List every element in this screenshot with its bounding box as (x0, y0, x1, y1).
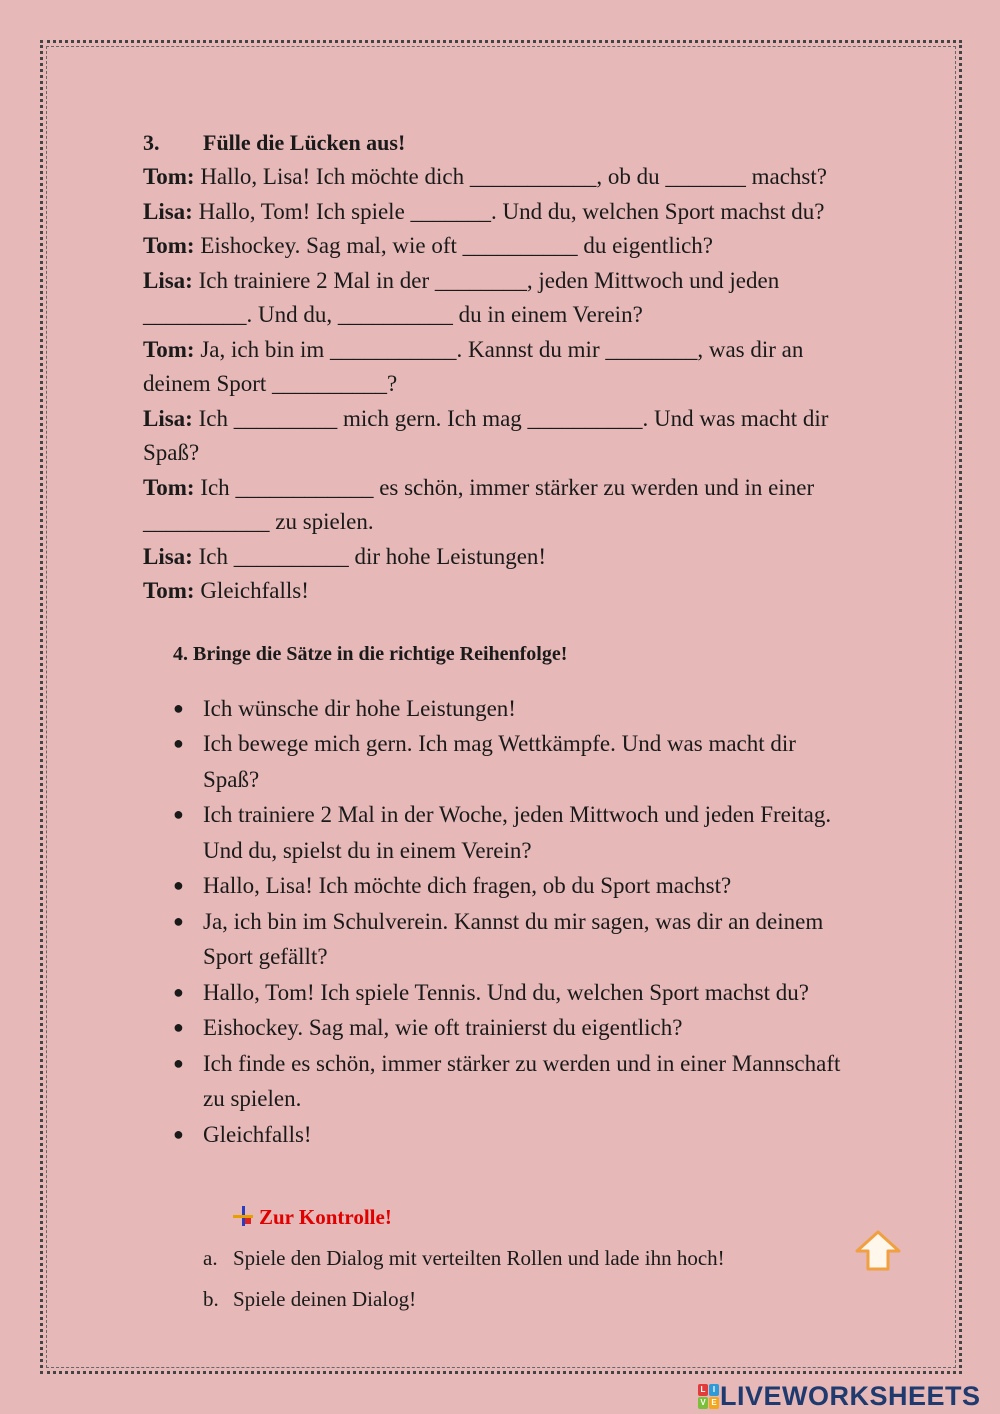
exercise-3-title: Fülle die Lücken aus! (203, 130, 406, 155)
gap-blank[interactable]: ___________ (330, 336, 457, 362)
speaker-name: Lisa: (143, 267, 193, 293)
dialog-line (143, 402, 933, 437)
gap-blank[interactable]: ___________ (469, 164, 597, 189)
gap-blank[interactable]: ____________ (235, 474, 374, 500)
list-item[interactable] (143, 975, 933, 1011)
exercise-4-heading: 4. Bringe die Sätze in die richtige Reihenfolge! (173, 642, 568, 665)
bullet-icon: ● (173, 1123, 184, 1144)
dialog-line (143, 195, 933, 230)
dialog-text: ? (387, 371, 398, 396)
gap-blank[interactable]: _______ (665, 164, 746, 189)
speaker-name: Tom: (143, 578, 195, 603)
speaker-name: Lisa: (143, 405, 193, 431)
liveworksheets-logo (698, 1381, 981, 1411)
sentence-text: Ich finde es schön, immer stärker zu werden und in einer Mannschaft (203, 1050, 841, 1076)
dialog-gap-text (143, 160, 933, 609)
dialog-text: , ob du (596, 164, 666, 189)
gap-blank[interactable]: _______ (410, 198, 492, 224)
speaker-name: Tom: (143, 164, 195, 189)
dialog-line (143, 298, 933, 333)
dialog-text: . Und du, welchen Sport machst du? (491, 198, 825, 224)
dialog-text: , jeden Mittwoch und jeden (526, 267, 780, 293)
dialog-text: Ich (192, 543, 234, 569)
dialog-text: . Kannst du mir (456, 336, 606, 362)
dialog-line (143, 333, 933, 368)
sentence-text: Hallo, Lisa! Ich möchte dich fragen, ob du Sport machst? (203, 873, 732, 898)
speaker-name: Tom: (143, 233, 195, 258)
dialog-line (143, 367, 933, 402)
control-task-a (203, 1243, 933, 1273)
bullet-icon: ● (173, 697, 184, 718)
dialog-text: es schön, immer stärker zu werden und in einer (373, 474, 815, 500)
list-item[interactable] (143, 1046, 933, 1117)
list-item[interactable] (143, 726, 933, 797)
sentence-text: Und du, spielst du in einem Verein? (203, 837, 532, 863)
gap-blank[interactable]: ________ (434, 267, 527, 293)
speaker-name: Lisa: (143, 198, 193, 224)
upload-arrow-icon[interactable] (853, 1229, 903, 1273)
gap-blank[interactable]: ___________ (143, 509, 270, 534)
gap-blank[interactable]: __________ (233, 543, 349, 569)
gap-blank[interactable]: _________ (143, 302, 247, 327)
sentence-text: Gleichfalls! (203, 1121, 312, 1147)
dialog-text: du in einem Verein? (452, 302, 643, 327)
list-item[interactable] (143, 1010, 933, 1046)
dialog-text: mich gern. Ich mag (337, 405, 528, 431)
dialog-text: Ja, ich bin im (194, 336, 330, 362)
dialog-line (143, 436, 933, 471)
gap-blank[interactable]: _________ (233, 405, 338, 431)
worksheet-content (143, 126, 933, 1314)
dialog-line (143, 160, 933, 195)
gap-blank[interactable]: __________ (272, 371, 388, 396)
dialog-text: Ich (194, 474, 236, 500)
bullet-icon: ● (173, 1052, 184, 1073)
gap-blank[interactable]: ________ (605, 336, 698, 362)
sparkle-icon (233, 1206, 253, 1226)
bullet-icon: ● (173, 875, 184, 895)
dialog-text: Gleichfalls! (194, 578, 309, 603)
dialog-line (143, 540, 933, 575)
dialog-line (143, 229, 933, 264)
dialog-line (143, 471, 933, 506)
speaker-name: Lisa: (143, 543, 193, 569)
dialog-text: Spaß? (143, 440, 200, 465)
dialog-text: zu spielen. (269, 509, 374, 534)
task-text: Spiele deinen Dialog! (233, 1287, 417, 1311)
bullet-icon: ● (173, 1017, 184, 1037)
control-heading (233, 1202, 933, 1232)
dialog-text: Hallo, Lisa! Ich möchte dich (194, 164, 470, 189)
speaker-name: Tom: (143, 474, 195, 500)
list-item[interactable] (143, 1117, 933, 1153)
dialog-line (143, 264, 933, 299)
sentence-order-list (143, 691, 933, 1153)
dialog-text: , was dir an (697, 336, 804, 362)
list-item[interactable] (143, 868, 933, 904)
bullet-icon: ● (173, 804, 184, 824)
dialog-text: machst? (745, 164, 827, 189)
dialog-line (143, 574, 933, 609)
dialog-text: Hallo, Tom! Ich spiele (192, 198, 411, 224)
gap-blank[interactable]: __________ (527, 405, 643, 431)
task-label: a. (203, 1246, 218, 1270)
list-item[interactable] (143, 691, 933, 727)
list-item[interactable] (143, 904, 933, 975)
logo-text: LIVEWORKSHEETS (720, 1381, 981, 1411)
sentence-text: Hallo, Tom! Ich spiele Tennis. Und du, welchen Sport machst du? (203, 979, 809, 1005)
logo-mark-icon: L I V E (698, 1384, 720, 1410)
gap-blank[interactable]: __________ (462, 233, 578, 258)
task-text: Spiele den Dialog mit verteilten Rollen und lade ihn hoch! (233, 1246, 725, 1270)
sentence-text: Ich wünsche dir hohe Leistungen! (203, 695, 516, 721)
sentence-text: zu spielen. (203, 1086, 302, 1111)
bullet-icon: ● (173, 981, 184, 1002)
dialog-text: Eishockey. Sag mal, wie oft (194, 233, 463, 258)
dialog-text: Ich (192, 405, 234, 431)
dialog-text: dir hohe Leistungen! (348, 543, 547, 569)
bullet-icon: ● (173, 910, 184, 931)
sentence-text: Sport gefällt? (203, 944, 328, 969)
control-title: Zur Kontrolle! (259, 1205, 392, 1229)
sentence-text: Ja, ich bin im Schulverein. Kannst du mir sagen, was dir an deinem (203, 908, 824, 934)
task-label: b. (203, 1287, 219, 1311)
exercise-3-number: 3. (143, 130, 160, 155)
speaker-name: Tom: (143, 336, 195, 362)
sentence-text: Spaß? (203, 766, 260, 792)
dialog-line (143, 505, 933, 540)
exercise-3-heading (143, 126, 933, 160)
dialog-text: . Und was macht dir (642, 405, 829, 431)
dialog-text: Ich trainiere 2 Mal in der (192, 267, 435, 293)
dialog-text: . Und du, (246, 302, 338, 327)
bullet-icon: ● (173, 733, 184, 753)
list-item[interactable] (143, 797, 933, 868)
sentence-text: Eishockey. Sag mal, wie oft trainierst du eigentlich? (203, 1015, 683, 1040)
dialog-text: du eigentlich? (577, 233, 714, 258)
control-task-b (203, 1284, 933, 1314)
sentence-text: Ich bewege mich gern. Ich mag Wettkämpfe. Und was macht dir (203, 731, 796, 756)
sentence-text: Ich trainiere 2 Mal in der Woche, jeden Mittwoch und jeden Freitag. (203, 802, 832, 827)
gap-blank[interactable]: __________ (337, 302, 453, 327)
dialog-text: deinem Sport (143, 371, 273, 396)
